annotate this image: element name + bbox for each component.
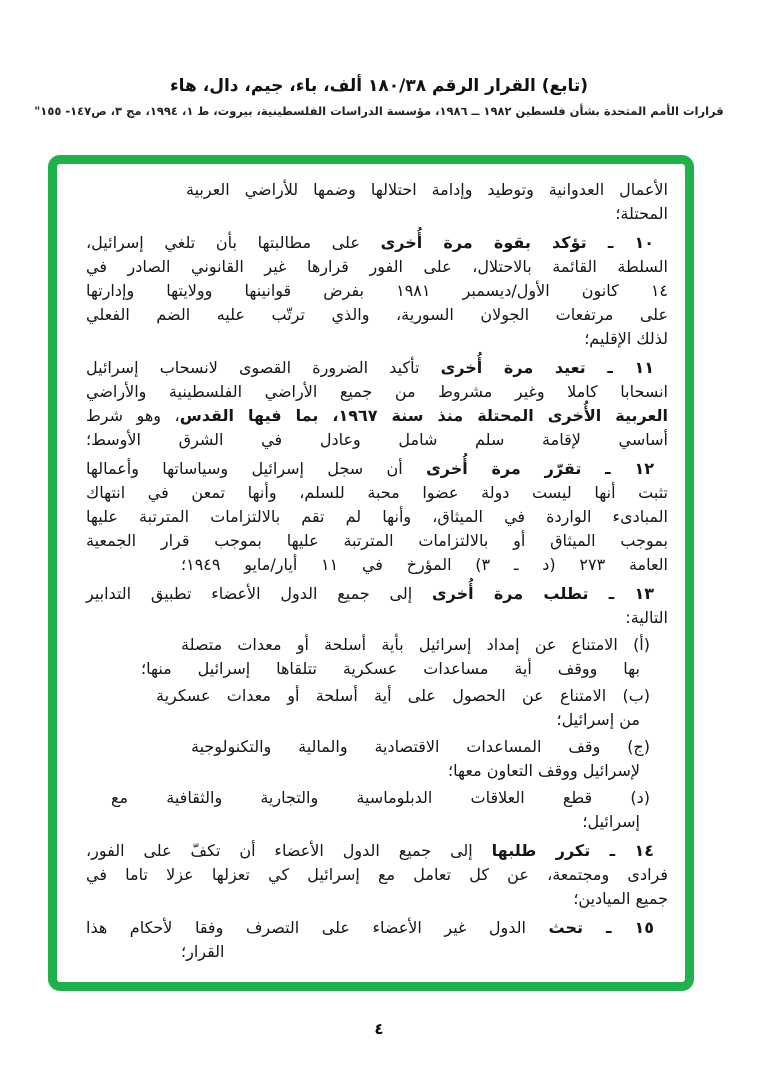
text-line bbox=[86, 553, 668, 577]
text-segment: أن سجل إسرائيل وسياساتها وأعمالها bbox=[86, 459, 427, 478]
text-line bbox=[86, 481, 668, 505]
bold-text-segment: ١٠ ـ تؤكد بقوة مرة أُخرى bbox=[380, 233, 654, 252]
text-segment: تأكيد الضرورة القصوى لانسحاب إسرائيل bbox=[86, 358, 441, 377]
text-segment: ، وهو شرط bbox=[86, 406, 180, 425]
text-line bbox=[86, 255, 668, 279]
bold-text-segment: ١٥ ـ تحث bbox=[548, 918, 654, 937]
text-line bbox=[86, 863, 668, 887]
text-line bbox=[86, 810, 668, 834]
bold-text-segment: ١١ ـ تعيد مرة أُخرى bbox=[440, 358, 655, 377]
text-segment: العامة ٢٧٣ (د ـ ٣) المؤرخ في ١١ أيار/مايو ١٩٤٩؛ bbox=[181, 555, 669, 574]
text-line bbox=[86, 684, 668, 708]
text-segment: المحتلة؛ bbox=[615, 204, 668, 223]
text-segment: جميع الميادين؛ bbox=[573, 889, 668, 908]
text-segment: انسحابا كاملا وغير مشروط من جميع الأراضي الفلسطينية والأراضي bbox=[86, 382, 668, 401]
text-segment: إلى جميع الدول الأعضاء أن تكفّ على الفور، bbox=[86, 841, 492, 860]
text-segment: من إسرائيل؛ bbox=[556, 710, 640, 729]
text-line bbox=[86, 202, 668, 226]
text-block bbox=[86, 178, 668, 964]
text-line bbox=[86, 356, 668, 380]
text-segment: لذلك الإقليم؛ bbox=[584, 329, 668, 348]
text-segment: المبادىء الواردة في الميثاق، وأنها لم تقم بالالتزامات المترتبة عليها bbox=[86, 507, 668, 526]
text-segment: لإسرائيل ووقف التعاون معها؛ bbox=[448, 761, 640, 780]
text-segment: أساسي لإقامة سلم شامل وعادل في الشرق الأوسط؛ bbox=[86, 430, 668, 449]
page-header-source: قرارات الأمم المتحدة بشأن فلسطين ١٩٨٢ ــ ١٩٨٦، مؤسسة الدراسات الفلسطينية، بيروت، ط ١، ١٩٩٤، مج ٣، ص١٤٧- ١٥٥" bbox=[34, 104, 724, 118]
text-segment: على مطالبتها بأن تلغي إسرائيل، bbox=[86, 233, 381, 252]
text-line bbox=[86, 404, 668, 428]
text-line bbox=[86, 839, 668, 863]
text-line bbox=[86, 786, 668, 810]
text-segment: ١٤ كانون الأول/ديسمبر ١٩٨١ بفرض قوانينها وولايتها وإدارتها bbox=[86, 281, 668, 300]
text-segment: على مرتفعات الجولان السورية، والذي ترتّب عليه الضم الفعلي bbox=[86, 305, 668, 324]
text-segment: تثبت أنها ليست دولة عضوا محبة للسلم، وأنها تمعن في انتهاك bbox=[86, 483, 668, 502]
text-segment: الأعمال العدوانية وتوطيد وإدامة احتلالها وضمها للأراضي العربية bbox=[186, 180, 668, 199]
text-segment: السلطة القائمة بالاحتلال، على الفور قرارها غير القانوني الصادر في bbox=[86, 257, 668, 276]
text-segment: بموجب الميثاق أو بالالتزامات المترتبة عليها بموجب قرار الجمعية bbox=[86, 531, 668, 550]
text-segment: (د) قطع العلاقات الدبلوماسية والتجارية والثقافية مع bbox=[111, 788, 650, 807]
text-line bbox=[86, 505, 668, 529]
text-line bbox=[86, 231, 668, 255]
text-line bbox=[86, 657, 668, 681]
text-segment: إلى جميع الدول الأعضاء تطبيق التدابير bbox=[86, 584, 432, 603]
bold-text-segment: ١٤ ـ تكرر طلبها bbox=[491, 841, 655, 860]
text-line bbox=[86, 708, 668, 732]
text-line bbox=[86, 633, 668, 657]
bold-text-segment: ١٣ ـ تطلب مرة أُخرى bbox=[431, 584, 655, 603]
text-line bbox=[86, 428, 668, 452]
text-line bbox=[86, 887, 668, 911]
text-line bbox=[86, 759, 668, 783]
bold-text-segment: العربية الأُخرى المحتلة منذ سنة ١٩٦٧، بما فيها القدس bbox=[179, 406, 669, 425]
text-line bbox=[86, 327, 668, 351]
bold-text-segment: ١٢ ـ تقرّر مرة أُخرى bbox=[426, 459, 655, 478]
text-segment: الدول غير الأعضاء على التصرف وفقا لأحكام هذا bbox=[86, 918, 549, 937]
text-segment: (ج) وقف المساعدات الاقتصادية والمالية والتكنولوجية bbox=[191, 737, 650, 756]
text-line bbox=[86, 735, 668, 759]
text-segment: القرار؛ bbox=[181, 942, 225, 961]
text-line bbox=[86, 529, 668, 553]
text-segment: بها ووقف أية مساعدات عسكرية تتلقاها إسرائيل منها؛ bbox=[141, 659, 640, 678]
text-segment: إسرائيل؛ bbox=[582, 812, 640, 831]
text-segment: التالية: bbox=[625, 608, 668, 627]
text-line bbox=[86, 380, 668, 404]
text-line bbox=[86, 582, 668, 606]
text-segment: (أ) الامتناع عن إمداد إسرائيل بأية أسلحة أو معدات متصلة bbox=[181, 635, 650, 654]
page-header-title: (تابع) القرار الرقم ١٨٠/٣٨ ألف، باء، جيم، دال، هاء bbox=[169, 76, 589, 96]
text-line bbox=[86, 178, 668, 202]
text-segment: (ب) الامتناع عن الحصول على أية أسلحة أو معدات عسكرية bbox=[156, 686, 650, 705]
text-line bbox=[86, 606, 668, 630]
text-line bbox=[86, 279, 668, 303]
text-segment: فرادى ومجتمعة، عن كل تعامل مع إسرائيل كي تعزلها عزلا تاما في bbox=[86, 865, 668, 884]
page-number: ٤ bbox=[374, 1020, 384, 1038]
text-line bbox=[86, 916, 668, 940]
text-line bbox=[86, 303, 668, 327]
text-line bbox=[86, 940, 668, 964]
text-line bbox=[86, 457, 668, 481]
